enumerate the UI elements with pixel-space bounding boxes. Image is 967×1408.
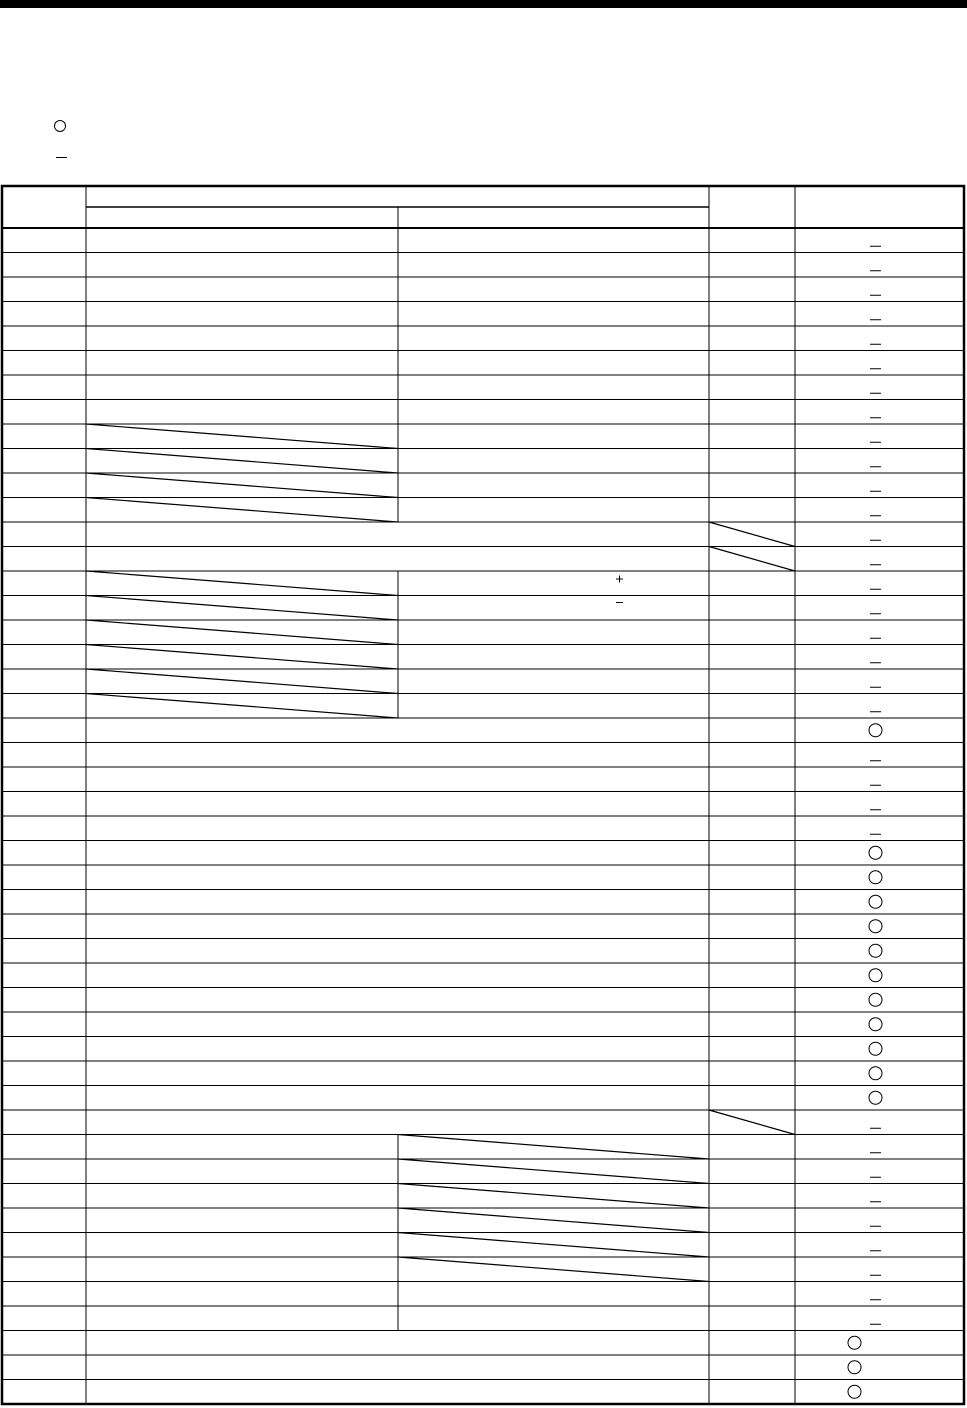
supported-circle-icon bbox=[869, 944, 882, 957]
cell-diagonal bbox=[398, 1257, 709, 1282]
supported-circle-icon bbox=[869, 1091, 882, 1104]
cell-diagonal bbox=[86, 571, 398, 596]
supported-circle-icon bbox=[848, 1336, 861, 1349]
cell-diagonal bbox=[398, 1184, 709, 1209]
supported-circle-icon bbox=[869, 1042, 882, 1055]
cell-diagonal bbox=[709, 547, 795, 572]
cell-diagonal bbox=[86, 424, 398, 449]
supported-circle-icon bbox=[869, 920, 882, 933]
cell-diagonal bbox=[398, 1159, 709, 1184]
supported-circle-icon bbox=[869, 724, 882, 737]
table-frame bbox=[2, 186, 964, 1404]
supported-circle-icon bbox=[869, 895, 882, 908]
supported-circle-icon bbox=[869, 1067, 882, 1080]
supported-circle-icon bbox=[869, 846, 882, 859]
cell-diagonal bbox=[709, 522, 795, 547]
supported-circle-icon bbox=[869, 1018, 882, 1031]
cell-diagonal bbox=[709, 1110, 795, 1135]
cell-diagonal bbox=[86, 473, 398, 498]
supported-circle-icon bbox=[869, 871, 882, 884]
supported-circle-icon bbox=[848, 1385, 861, 1398]
cell-diagonal bbox=[86, 645, 398, 670]
cell-diagonal bbox=[398, 1135, 709, 1160]
supported-circle-icon bbox=[869, 969, 882, 982]
cell-diagonal bbox=[398, 1233, 709, 1258]
cell-diagonal bbox=[86, 498, 398, 523]
cell-diagonal bbox=[86, 694, 398, 719]
supported-circle-icon bbox=[869, 993, 882, 1006]
cell-diagonal bbox=[398, 1208, 709, 1233]
cell-diagonal bbox=[86, 449, 398, 474]
supported-circle-icon bbox=[848, 1361, 861, 1374]
cell-diagonal bbox=[86, 669, 398, 694]
cell-diagonal bbox=[86, 596, 398, 621]
cell-diagonal bbox=[86, 620, 398, 645]
